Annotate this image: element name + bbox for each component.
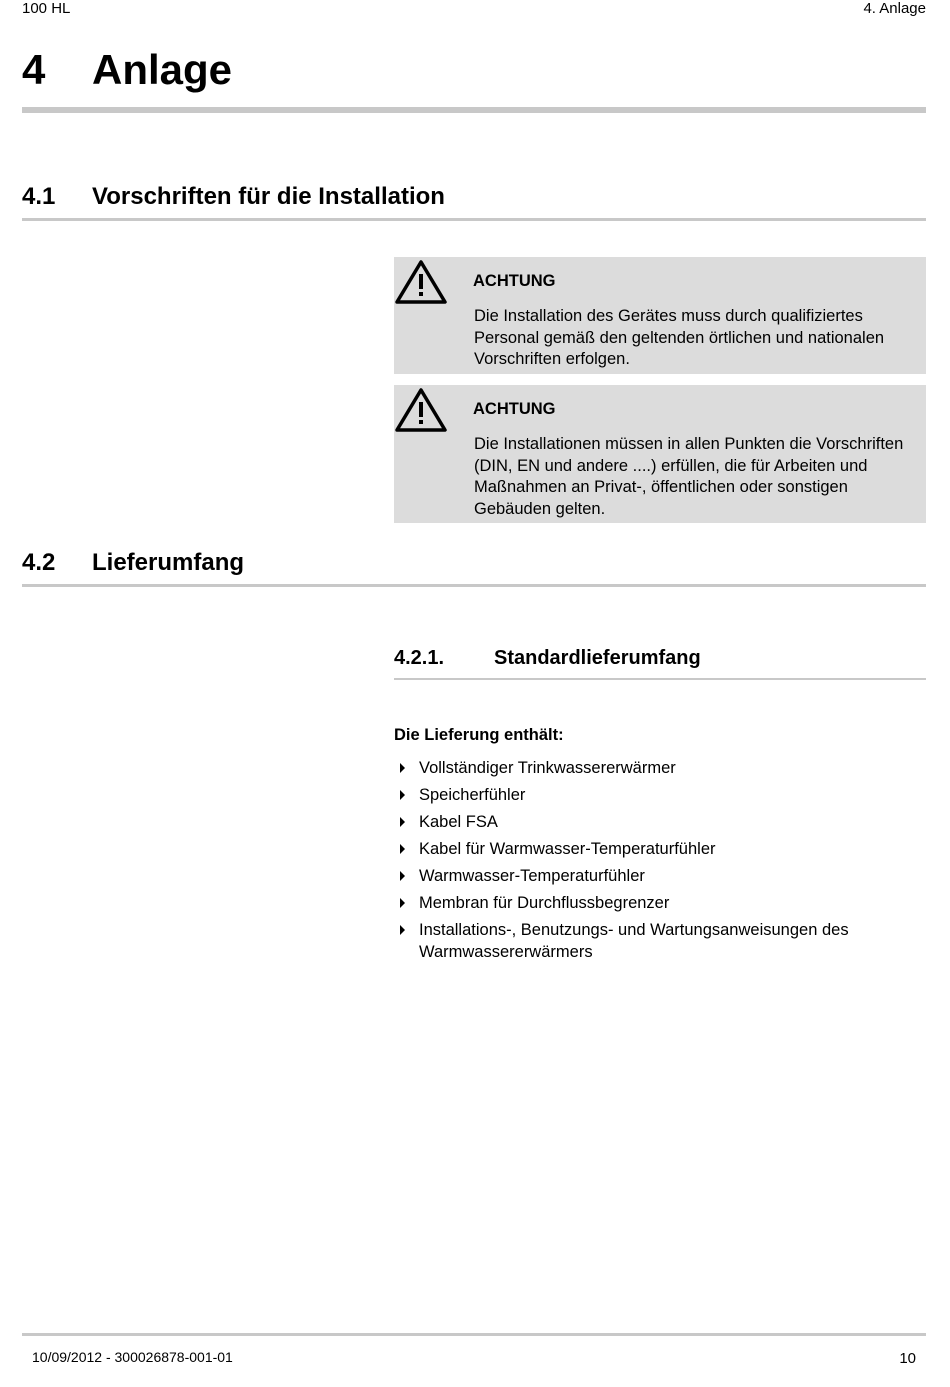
bullet-triangle-icon	[400, 871, 405, 881]
warning-box	[394, 385, 926, 523]
section-4-1-rule	[22, 218, 926, 221]
list-item	[394, 785, 926, 807]
section-4-2-rule	[22, 584, 926, 587]
section-4-1-number: 4.1	[22, 183, 56, 210]
section-4-2-1-rule	[394, 678, 926, 680]
section-4-2-number: 4.2	[22, 549, 56, 576]
list-item	[394, 758, 926, 780]
bullet-triangle-icon	[400, 790, 405, 800]
list-item	[394, 839, 926, 861]
delivery-lead: Die Lieferung enthält:	[394, 726, 564, 744]
bullet-triangle-icon	[400, 817, 405, 827]
list-item	[394, 893, 926, 915]
list-item-text: Speicherfühler	[419, 786, 526, 804]
list-item-text: Kabel FSA	[419, 813, 498, 831]
list-item-text: Warmwasser-Temperaturfühler	[419, 867, 645, 885]
list-item-text: Installations-, Benutzungs- und Wartungsanweisungen des Warmwassererwärmers	[419, 921, 849, 961]
warning-triangle-icon	[394, 259, 448, 305]
list-item	[394, 812, 926, 834]
warning-text: Die Installationen müssen in allen Punkten die Vorschriften (DIN, EN und andere ....) erfüllen, die für Arbeiten und Maßnahmen an Privat-, öffentlichen oder sonstigen Gebäuden gelten.	[474, 435, 904, 518]
list-item-text: Membran für Durchflussbegrenzer	[419, 894, 670, 912]
page-number: 10	[899, 1350, 916, 1367]
warning-triangle-icon	[394, 387, 448, 433]
bullet-triangle-icon	[400, 925, 405, 935]
list-item-text: Kabel für Warmwasser-Temperaturfühler	[419, 840, 716, 858]
warning-title: ACHTUNG	[473, 272, 556, 290]
header-doc-title: 100 HL	[22, 0, 71, 17]
delivery-list	[394, 758, 926, 969]
bullet-triangle-icon	[400, 763, 405, 773]
bullet-triangle-icon	[400, 898, 405, 908]
warning-text: Die Installation des Gerätes muss durch qualifiziertes Personal gemäß den geltenden örtlichen und nationalen Vorschriften erfolgen.	[474, 307, 885, 368]
section-4-2-1-title: Standardlieferumfang	[494, 647, 701, 669]
chapter-rule	[22, 107, 926, 113]
list-item	[394, 866, 926, 888]
header-chapter: 4. Anlage	[863, 0, 926, 17]
footer-rule	[22, 1333, 926, 1336]
warning-title: ACHTUNG	[473, 400, 556, 418]
chapter-title: Anlage	[92, 46, 233, 93]
list-item-text: Vollständiger Trinkwassererwärmer	[419, 759, 676, 777]
section-4-2-title: Lieferumfang	[92, 549, 245, 576]
section-4-1-title: Vorschriften für die Installation	[92, 183, 445, 210]
footer-date-docnumber: 10/09/2012 - 300026878-001-01	[32, 1349, 233, 1365]
chapter-number: 4	[22, 46, 46, 93]
bullet-triangle-icon	[400, 844, 405, 854]
list-item	[394, 920, 926, 963]
warning-box	[394, 257, 926, 374]
section-4-2-1-number: 4.2.1.	[394, 647, 445, 669]
